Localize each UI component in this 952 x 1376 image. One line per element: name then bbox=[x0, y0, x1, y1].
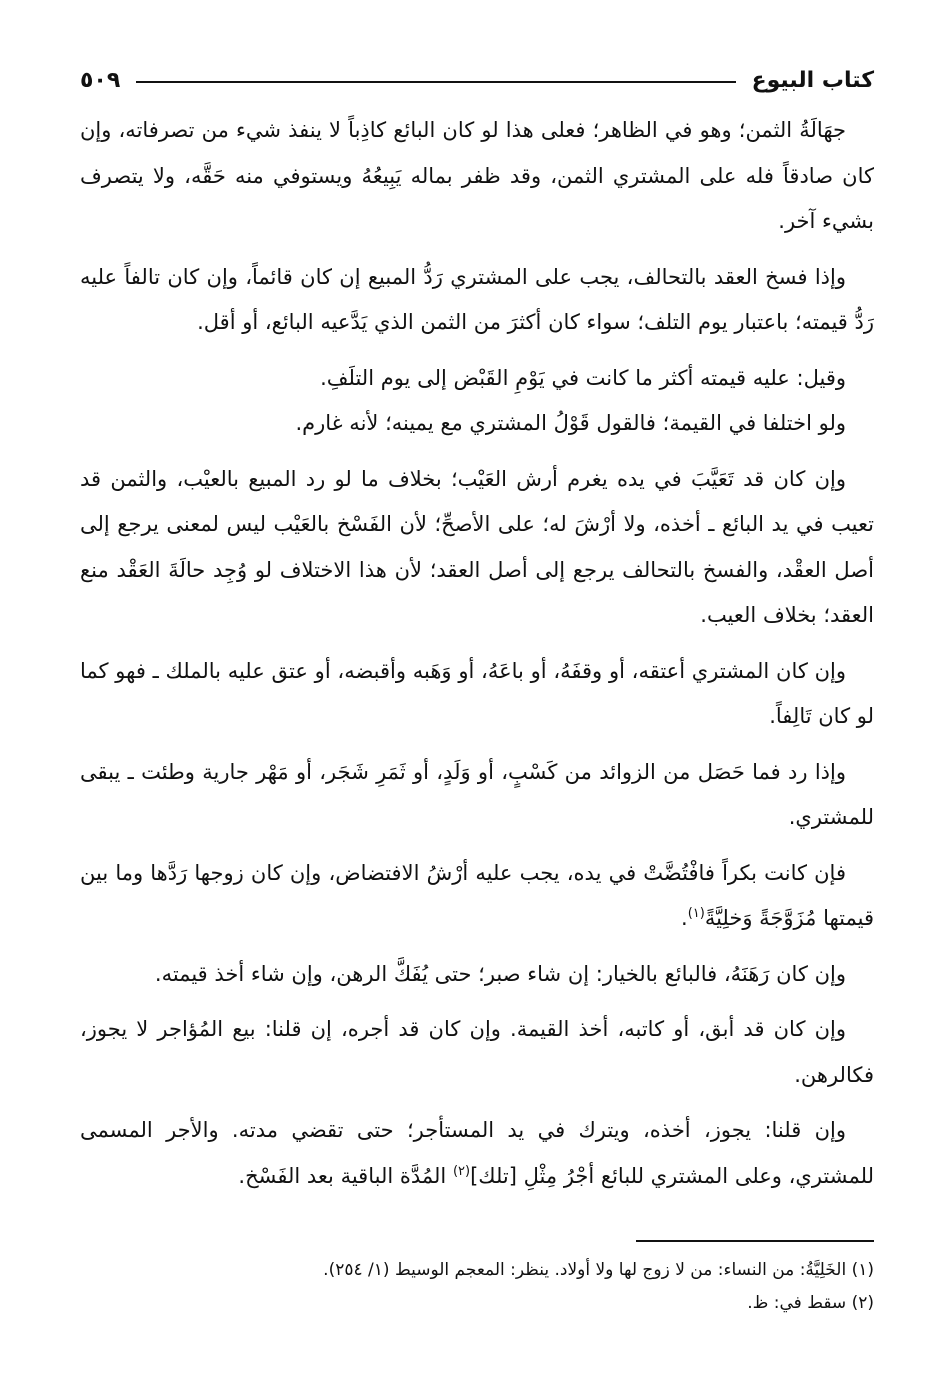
page-number: ٥٠٩ bbox=[80, 67, 121, 93]
running-title: كتاب البيوع bbox=[751, 67, 874, 93]
header-rule bbox=[136, 81, 735, 83]
paragraph: وإذا رد فما حَصَل من الزوائد من كَسْبٍ، أو وَلَدٍ، أو ثَمَرِ شَجَر، أو مَهْر جارية وطئت ـ يبقى للمشتري. bbox=[80, 759, 874, 829]
paragraph-text: المُدَّة الباقية بعد الفَسْخ. bbox=[238, 1163, 447, 1188]
main-text bbox=[80, 108, 874, 1209]
paragraph: جهَالَةُ الثمن؛ وهو في الظاهر؛ فعلى هذا لو كان البائع كاذِباً لا ينفذ شيء من تصرفاته، وإن كان صادقاً فله على المشتري الثمن، وقد ظفر بماله يَبِيعُهُ ويستوفي منه حَقَّه، ولا يتصرف بشيء آخر. bbox=[80, 118, 874, 233]
paragraph: وإذا فسخ العقد بالتحالف، يجب على المشتري رَدُّ المبيع إن كان قائماً، وإن كان تالفاً عليه رَدُّ قيمته؛ باعتبار يوم التلف؛ سواء كان أكثرَ من الثمن الذي يَدَّعيه البائع، أو أقل. bbox=[80, 264, 874, 334]
footnote: (١) الخَلِيَّةُ: من النساء: من لا زوج لها ولا أولاد. ينظر: المعجم الوسيط (١/ ٢٥٤). bbox=[323, 1260, 874, 1280]
paragraph: فإن كانت بكراً فافْتُضَّتْ في يده، يجب عليه أرْشُ الافتضاض، وإن كان زوجها رَدَّها وما بين قيمتها مُزَوَّجَةً وَخلِيَّةً$^{(١)}$. bbox=[80, 860, 874, 930]
page-header bbox=[80, 60, 874, 100]
paragraph: وإن كان قد تَعَيَّبَ في يده يغرم أرش العَيْب؛ بخلاف ما لو رد المبيع بالعيْب، والثمن قد تعيب في يد البائع ـ أخذه، ولا أرْشَ له؛ على الأصحِّ؛ لأن الفَسْخ بالعَيْب ليس لمعنى يرجع إلى أصل العقْد، والفسخ بالتحالف يرجع إلى أصل العقد؛ لأن هذا الاختلاف لو وُجِد حالَةَ العَقْد منع العقد؛ بخلاف العيب. bbox=[80, 466, 874, 627]
paragraph: وإن كان المشتري أعتقه، أو وقفَهُ، أو باعَهُ، أو وَهَبه وأقبضه، أو عتق عليه بالملك ـ فهو كما لو كان تَالِفاً. bbox=[80, 658, 874, 728]
footnote-rule bbox=[636, 1240, 874, 1242]
footnote-ref: (١) bbox=[687, 906, 705, 921]
paragraph: ولو اختلفا في القيمة؛ فالقول قَوْلُ المشتري مع يمينه؛ لأنه غارم. bbox=[295, 411, 846, 435]
paragraph: وإن كان قد أبق، أو كاتبه، أخذ القيمة. وإن كان قد أجره، إن قلنا: بيع المُؤاجر لا يجوز، فكالرهن. bbox=[80, 1017, 874, 1087]
paragraph-text: فإن كانت بكراً فافْتُضَّتْ في يده، يجب عليه أرْشُ الافتضاض، وإن كان زوجها رَدَّها وما بين قيمتها مُزَوَّجَةً وَخلِيَّةً bbox=[80, 860, 874, 930]
footnote-ref: (٢) bbox=[452, 1163, 471, 1179]
paragraph: وقيل: عليه قيمته أكثر ما كانت في يَوْمِ القَبْض إلى يوم التلَفِ. bbox=[320, 365, 846, 390]
footnotes bbox=[80, 1240, 874, 1320]
paragraph bbox=[80, 1108, 874, 1199]
paragraph: وإن كان رَهَنَهُ، فالبائع بالخيار: إن شاء صبر؛ حتى يُفَكَّ الرهن، وإن شاء أخذ قيمته. bbox=[154, 961, 846, 986]
paragraph-text: وإن قلنا: يجوز، أخذه، ويترك في يد المستأجر؛ حتى تقضي مدته. والأجر المسمى للمشتري، وعلى المشتري للبائع أجْرُ مِثْلِ [تلك] bbox=[80, 1118, 874, 1188]
footnote: (٢) سقط في: ظ. bbox=[747, 1293, 874, 1313]
